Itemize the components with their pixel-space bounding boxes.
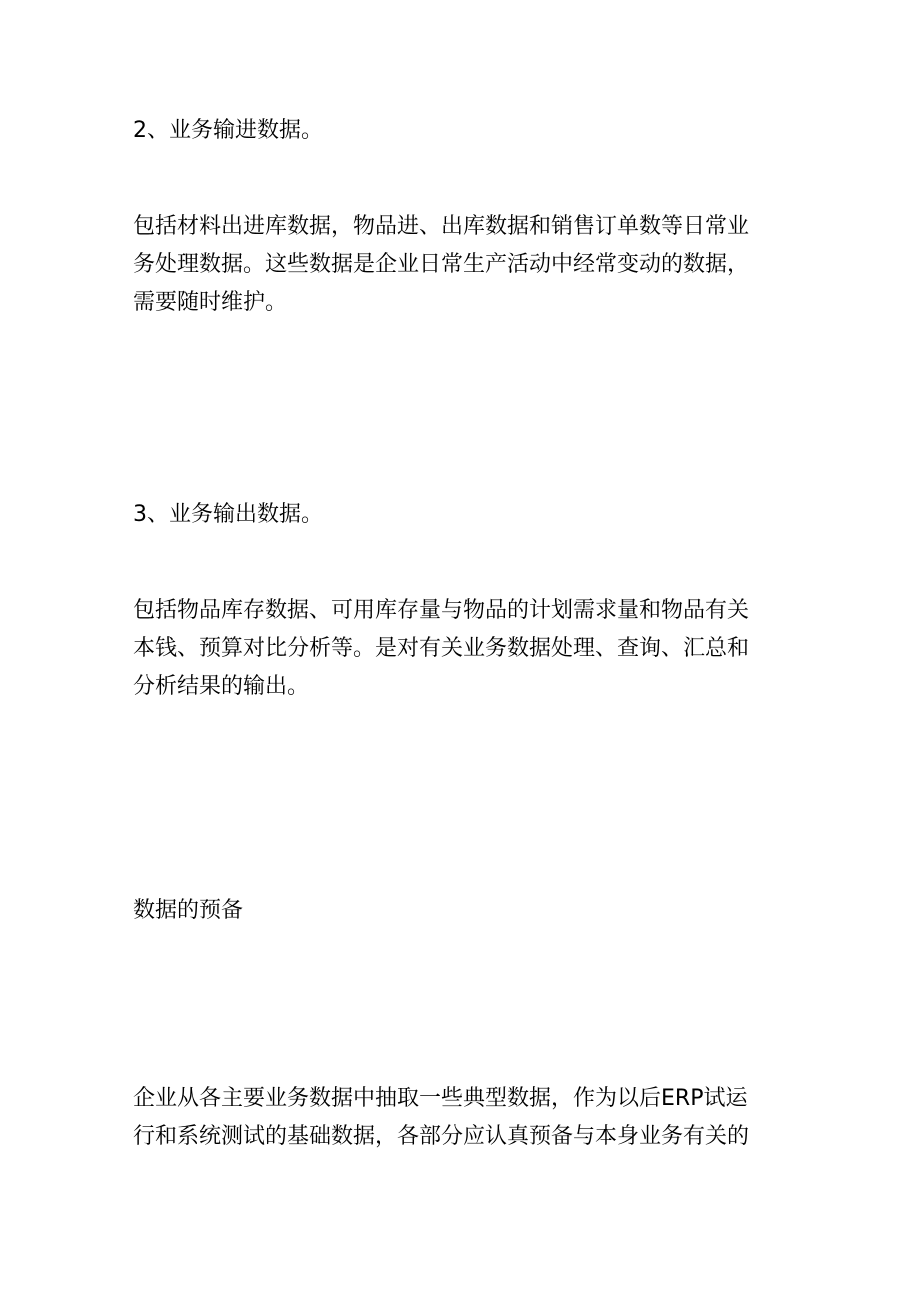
- section-prep-paragraph: [133, 1080, 793, 1156]
- section-2-heading: 2、业务输进数据。: [133, 118, 323, 143]
- section-3-paragraph: [133, 592, 793, 706]
- paragraph-line: 需要随时维护。: [133, 290, 288, 315]
- paragraph-line: 行和系统测试的基础数据，各部分应认真预备与本身业务有关的: [133, 1124, 750, 1149]
- paragraph-line: 包括物品库存数据、可用库存量与物品的计划需求量和物品有关: [133, 598, 750, 623]
- paragraph-line: 本钱、预算对比分析等。是对有关业务数据处理、查询、汇总和: [133, 636, 750, 661]
- paragraph-line: 企业从各主要业务数据中抽取一些典型数据，作为以后ERP试运: [133, 1086, 748, 1111]
- section-2-paragraph: [133, 208, 793, 322]
- paragraph-line: 包括材料出进库数据，物品进、出库数据和销售订单数等日常业: [133, 214, 750, 239]
- paragraph-line: 务处理数据。这些数据是企业日常生产活动中经常变动的数据，: [133, 252, 750, 277]
- paragraph-line: 分析结果的输出。: [133, 674, 310, 699]
- section-prep-heading: 数据的预备: [133, 898, 244, 923]
- section-3-heading: 3、业务输出数据。: [133, 502, 323, 527]
